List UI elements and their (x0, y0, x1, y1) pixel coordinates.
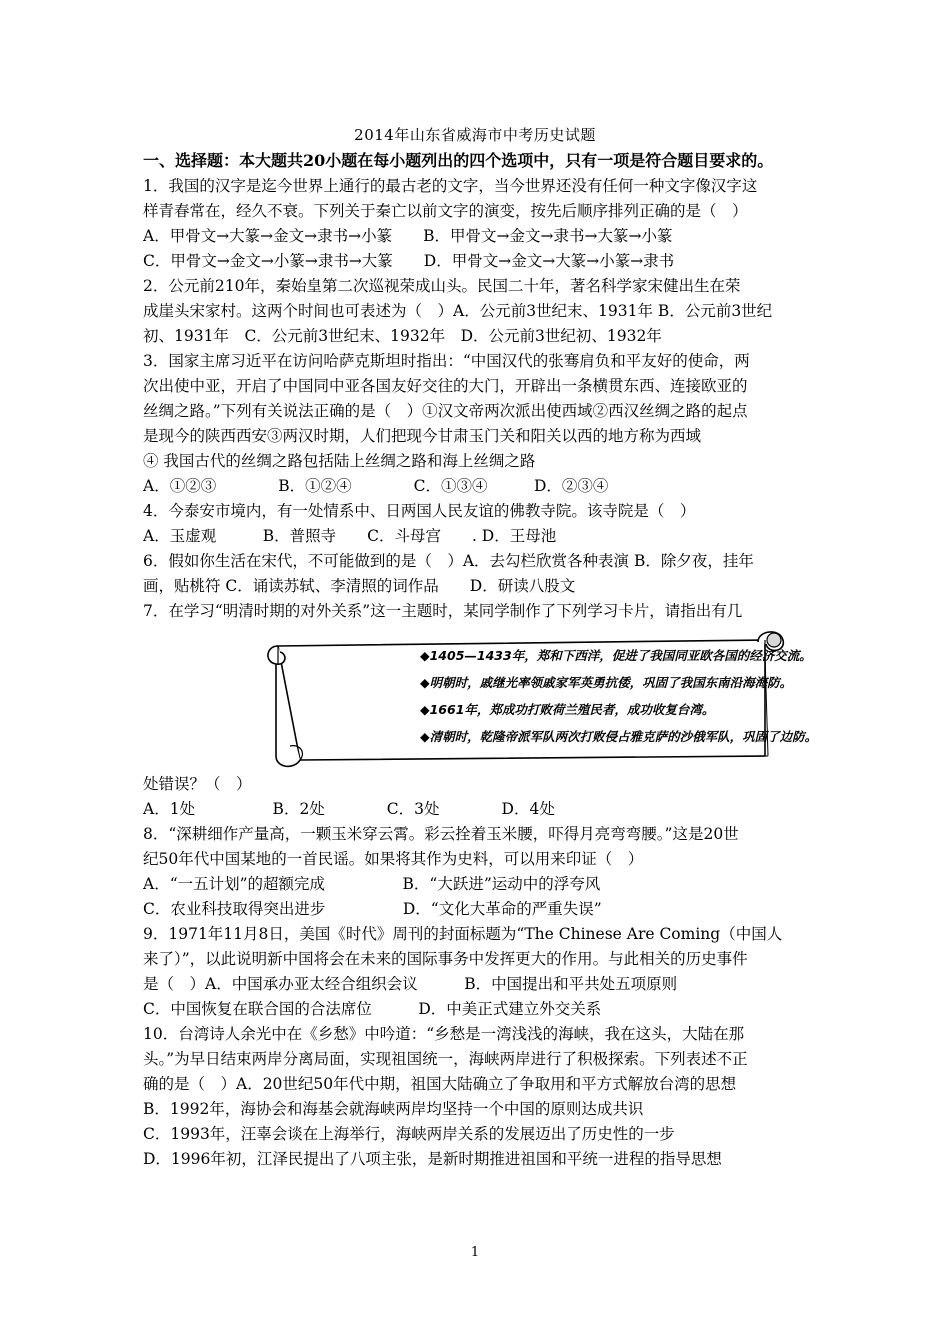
text-line: A．玉虚观 B．普照寺 C．斗母宫 . D．王母池 (143, 527, 557, 545)
card-item: ◆1661年，郑成功打败荷兰殖民者，成功收复台湾。 (420, 702, 715, 717)
study-card-text (420, 642, 920, 750)
text-line: 头。”为早日结束两岸分离局面，实现祖国统一，海峡两岸进行了积极探索。下列表述不正 (143, 1050, 748, 1068)
text-line: 是（ ）A．中国承办亚太经合组织会议 B．中国提出和平共处五项原则 (143, 975, 678, 993)
text-line: 1．我国的汉字是迄今世界上通行的最古老的文字，当今世界还没有任何一种文字像汉字这 (143, 177, 758, 195)
text-line: 样青春常在，经久不衰。下列关于秦亡以前文字的演变，按先后顺序排列正确的是（ ） (143, 202, 748, 220)
text-line: 确的是（ ）A．20世纪50年代中期，祖国大陆确立了争取用和平方式解放台湾的思想 (143, 1075, 737, 1093)
text-line: 3．国家主席习近平在访问哈萨克斯坦时指出：“中国汉代的张骞肩负和平友好的使命，两 (143, 352, 750, 370)
text-line: A．甲骨文→大篆→金文→隶书→小篆 B．甲骨文→金文→隶书→大篆→小篆 (143, 227, 673, 245)
text-line: B．1992年，海协会和海基会就海峡两岸均坚持一个中国的原则达成共识 (143, 1100, 644, 1118)
questions-7-to-10 (143, 772, 813, 1172)
text-line: 丝绸之路。”下列有关说法正确的是（ ）①汉文帝两次派出使西域②西汉丝绸之路的起点 (143, 402, 748, 420)
text-line: 次出使中亚，开启了中国同中亚各国友好交往的大门，开辟出一条横贯东西、连接欧亚的 (143, 377, 748, 395)
text-line: 8．“深耕细作产量高，一颗玉米穿云霄。彩云拴着玉米腰，吓得月亮弯弯腰。”这是20世 (143, 825, 739, 843)
text-line: 纪50年代中国某地的一首民谣。如果将其作为史料，可以用来印证（ ） (143, 850, 644, 868)
text-line: C．甲骨文→金文→小篆→隶书→大篆 D．甲骨文→金文→大篆→小篆→隶书 (143, 252, 675, 270)
text-line: C．农业科技取得突出进步 D．“文化大革命的严重失误” (143, 900, 602, 918)
text-line: 7．在学习“明清时期的对外关系”这一主题时，某同学制作了下列学习卡片，请指出有几 (143, 602, 743, 620)
text-line: 10．台湾诗人余光中在《乡愁》中吟道：“乡愁是一湾浅浅的海峡，我在这头，大陆在那 (143, 1025, 745, 1043)
text-line: 9．1971年11月8日，美国《时代》周刊的封面标题为“The Chinese Are Coming（中国人 (143, 925, 783, 943)
text-line: 成崖头宋家村。这两个时间也可表述为（ ）A．公元前3世纪末、1931年 B．公元前3世纪 (143, 302, 773, 320)
text-line: C．中国恢复在联合国的合法席位 D．中美正式建立外交关系 (143, 1000, 602, 1018)
questions-1-to-7 (143, 174, 813, 624)
text-line: 初、1931年 C．公元前3世纪末、1932年 D．公元前3世纪初、1932年 (143, 327, 662, 345)
text-line: A．1处 B．2处 C．3处 D．4处 (143, 800, 555, 818)
text-line: 2．公元前210年，秦始皇第二次巡视荣成山头。民国二十年，著名科学家宋健出生在荣 (143, 277, 741, 295)
text-line: D．1996年初，江泽民提出了八项主张，是新时期推进祖国和平统一进程的指导思想 (143, 1150, 722, 1168)
card-item: ◆1405—1433年，郑和下西洋，促进了我国同亚欧各国的经济交流。 (420, 648, 812, 663)
text-line: ④ 我国古代的丝绸之路包括陆上丝绸之路和海上丝绸之路 (143, 452, 536, 470)
question-body (143, 174, 818, 1172)
page-number: 1 (470, 1245, 480, 1260)
section-heading: 一、选择题：本大题共20小题在每小题列出的四个选项中，只有一项是符合题目要求的。 (143, 151, 774, 170)
text-line: C．1993年，汪辜会谈在上海举行，海峡两岸关系的发展迈出了历史性的一步 (143, 1125, 675, 1143)
exam-title: 2014年山东省威海市中考历史试题 (354, 126, 596, 144)
card-item: ◆明朝时，戚继光率领戚家军英勇抗倭，巩固了我国东南沿海海防。 (420, 675, 793, 690)
text-line: 画，贴桃符 C．诵读苏轼、李清照的词作品 D．研读八股文 (143, 577, 576, 595)
text-line: 是现今的陕西西安③两汉时期，人们把现今甘肃玉门关和阳关以西的地方称为西域 (143, 427, 702, 445)
text-line: 处错误？（ ） (143, 775, 252, 793)
text-line: A．①②③ B．①②④ C．①③④ D．②③④ (143, 477, 609, 495)
text-line: 来了）”，以此说明新中国将会在未来的国际事务中发挥更大的作用。与此相关的历史事件 (143, 950, 748, 968)
text-line: A．“一五计划”的超额完成 B．“大跃进”运动中的浮夸风 (143, 875, 601, 893)
text-line: 6．假如你生活在宋代，不可能做到的是（ ）A．去勾栏欣赏各种表演 B．除夕夜，挂年 (143, 552, 754, 570)
study-card-scroll (260, 628, 818, 768)
card-item: ◆清朝时，乾隆帝派军队两次打败侵占雅克萨的沙俄军队，巩固了边防。 (420, 729, 818, 744)
text-line: 4．今泰安市境内，有一处情系中、日两国人民友谊的佛教寺院。该寺院是（ ） (143, 502, 696, 520)
study-card-area (143, 624, 818, 772)
